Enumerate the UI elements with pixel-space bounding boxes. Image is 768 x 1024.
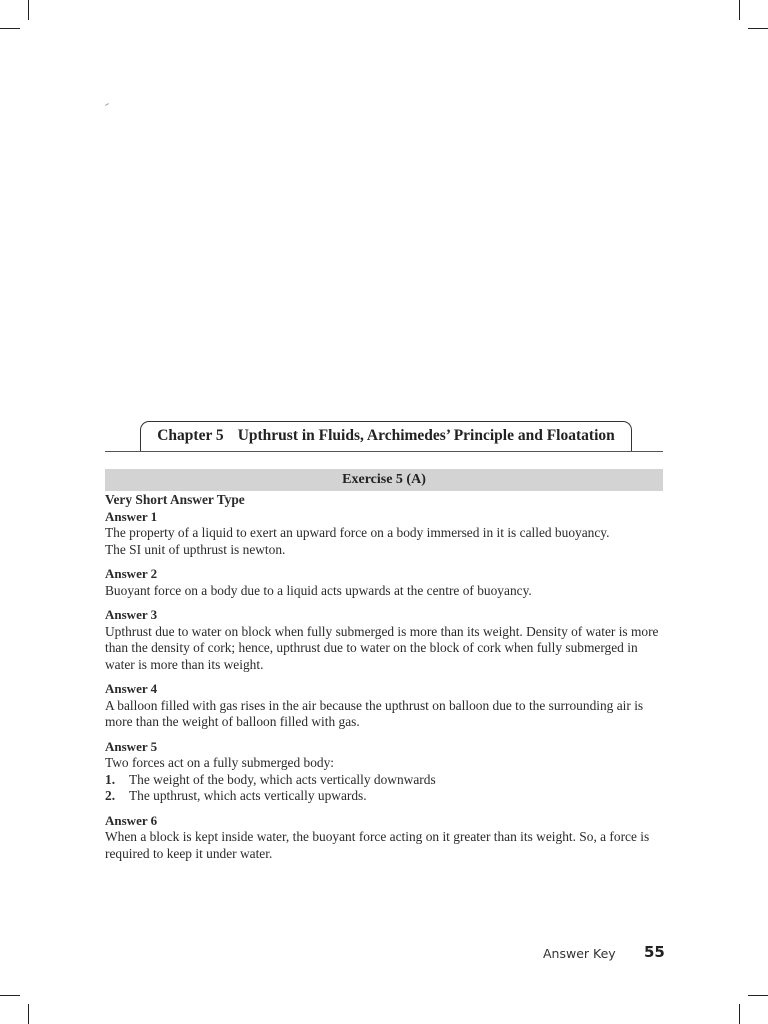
- chapter-rule: [105, 451, 663, 452]
- list-item: [105, 788, 670, 805]
- answer-1: [105, 509, 670, 559]
- answer-text: Buoyant force on a body due to a liquid acts upwards at the centre of buoyancy.: [105, 582, 532, 598]
- section-title: Very Short Answer Type: [105, 492, 245, 507]
- answer-heading: Answer 6: [105, 812, 158, 828]
- chapter-header: [105, 420, 663, 454]
- answer-2: [105, 566, 670, 599]
- answer-heading: Answer 5: [105, 738, 158, 754]
- exercise-heading: Exercise 5 (A): [105, 469, 663, 491]
- answer-6: [105, 813, 670, 863]
- answer-heading: Answer 3: [105, 607, 158, 622]
- answer-5: [105, 739, 670, 805]
- crop-mark: [748, 995, 768, 996]
- list-number: 2.: [105, 788, 116, 803]
- answer-heading: Answer 1: [105, 508, 158, 524]
- answer-4: [105, 681, 670, 731]
- answer-3: [105, 607, 670, 673]
- answer-text: A balloon filled with gas rises in the air because the upthrust on balloon due to the surrounding air is more than the weight of balloon filled with gas.: [105, 697, 644, 729]
- list-text: The weight of the body, which acts vertically downwards: [129, 771, 436, 787]
- answer-text: When a block is kept inside water, the buoyant force acting on it greater than its weight. So, a force is required to keep it under water.: [105, 829, 650, 861]
- answer-text: Upthrust due to water on block when fully submerged is more than its weight. Density of water is more than the density of cork; hence, upthrust due to water on the block of cork when fully submerged in water is more than its weight.: [105, 623, 659, 672]
- answer-text: The SI unit of upthrust is newton.: [105, 541, 286, 557]
- answer-text: Two forces act on a fully submerged body:: [105, 755, 334, 770]
- crop-mark: [739, 1004, 740, 1024]
- list-text: The upthrust, which acts vertically upwards.: [129, 788, 367, 803]
- crop-mark: [748, 28, 768, 29]
- list-number: 1.: [105, 771, 116, 787]
- answer-heading: Answer 2: [105, 566, 158, 581]
- page-number: 55: [644, 943, 665, 961]
- crop-mark: [0, 28, 20, 29]
- crop-mark: [28, 1004, 29, 1024]
- chapter-title: [140, 427, 632, 445]
- crop-mark: [28, 0, 29, 20]
- answer-content: [105, 492, 670, 862]
- stray-mark: [105, 103, 109, 106]
- footer-label: Answer Key: [543, 946, 616, 961]
- answer-heading: Answer 4: [105, 681, 158, 696]
- list-item: [105, 772, 670, 789]
- chapter-number: Chapter 5: [157, 427, 224, 444]
- crop-mark: [0, 995, 20, 996]
- chapter-name: Upthrust in Fluids, Archimedes’ Principle and Floatation: [237, 427, 615, 444]
- answer-text: The property of a liquid to exert an upward force on a body immersed in it is called buoyancy.: [105, 525, 610, 540]
- crop-mark: [739, 0, 740, 20]
